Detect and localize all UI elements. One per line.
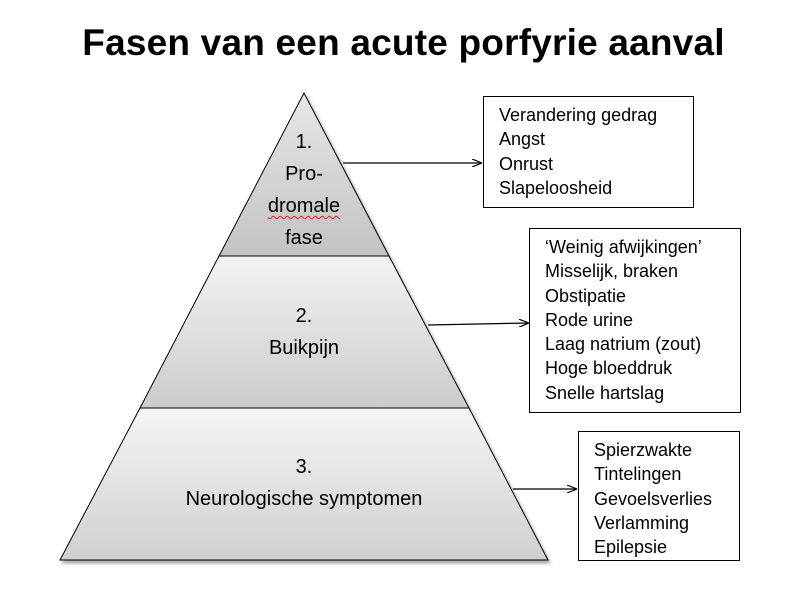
tier-3-label [154,451,454,515]
tier-3-number: 3. [295,456,313,478]
symptom-box-1 [483,96,694,208]
box-3-item: Gevoelsverlies [594,488,713,509]
box-1-item: Angst [499,129,546,150]
tier-2-number: 2. [295,305,313,327]
box-2-item: Hoge bloeddruk [545,358,673,379]
box-3-item: Spierzwakte [594,440,693,460]
page-title: Fasen van een acute porfyrie aanval [82,22,725,63]
box-2-item: Misselijk, braken [545,261,679,282]
box-2-item: Obstipatie [545,285,627,306]
symptom-box-2 [529,228,741,413]
tier-2-line-1: Buikpijn [268,337,340,359]
box-3-item: Tintelingen [594,464,682,485]
tier-2-label [204,300,404,364]
tier-1-number: 1. [295,131,313,153]
symptom-box-3 [578,431,740,561]
arrow-tier-2 [428,323,528,325]
box-2-item: Rode urine [545,309,634,330]
box-2-item: Snelle hartslag [545,382,665,403]
tier-1-line-1: Pro- [285,163,323,185]
box-2-item: Laag natrium (zout) [545,334,702,355]
box-1-item: Slapeloosheid [499,177,613,198]
box-1-item: Verandering gedrag [499,105,658,125]
box-3-item: Verlamming [594,512,690,533]
box-3-item: Epilepsie [594,537,668,558]
box-1-item: Onrust [499,153,554,174]
tier-3-line-1: Neurologische symptomen [185,488,423,510]
tier-1-line-3: fase [285,227,323,249]
tier-1-label [244,126,364,254]
tier-1-line-2: dromale [267,195,341,217]
box-2-item: ‘Weinig afwijkingen’ [545,237,702,257]
